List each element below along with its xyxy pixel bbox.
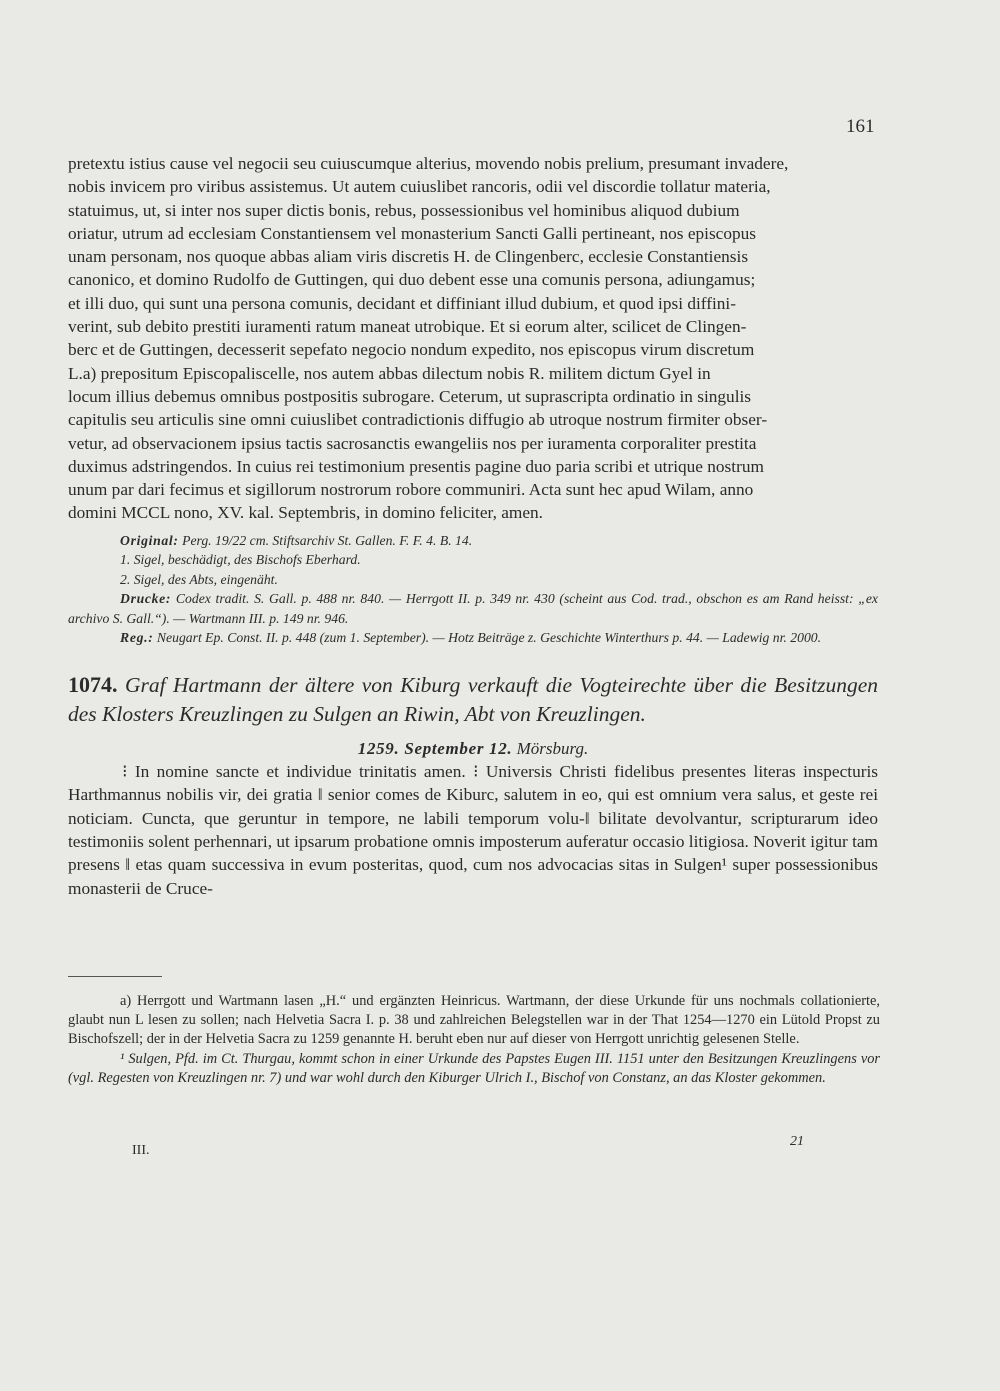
text-line: unum par dari fecimus et sigillorum nostrorum robore communiri. Acta sunt hec apud Wilam, anno: [68, 480, 754, 500]
footnote-1: ¹ Sulgen, Pfd. im Ct. Thurgau, kommt schon in einer Urkunde des Papstes Eugen III. 1151 unter den Besitzungen Kreuzlingens vor (vgl. Regesten von Kreuzlingen nr. 7) und war wohl durch den Kiburger Ulrich I., Bischof von Constanz, an das Kloster gekommen.: [68, 1050, 880, 1086]
document-heading: [68, 670, 878, 729]
document-number: 1074.: [68, 671, 118, 697]
note-seal-1: 1. Sigel, beschädigt, des Bischofs Eberhard.: [120, 552, 361, 568]
note-drucke: [68, 589, 878, 628]
text-line: et illi duo, qui sunt una persona comunis, decidant et diffiniant illud dubium, et quod ipsi diffini-: [68, 293, 736, 313]
text-line: vetur, ad observacionem ipsius tactis sacrosanctis ewangeliis nos per iuramenta corporaliter prestita: [68, 433, 757, 453]
charter-continuation: [68, 152, 878, 525]
note-seal-2: 2. Sigel, des Abts, eingenäht.: [120, 571, 278, 587]
text-line: duximus adstringendos. In cuius rei testimonium presentis pagine duo paria scribi et utrique nostrum: [68, 456, 764, 476]
note-original: [68, 531, 878, 551]
page-number: 161: [846, 116, 875, 137]
document-place: Mörsburg.: [516, 738, 589, 758]
main-text-block: [68, 152, 878, 900]
footnote-rule: [68, 976, 162, 977]
document-title: Graf Hartmann der ältere von Kiburg verkauft die Vogteirechte über die Besitzungen des Klosters Kreuzlingen zu Sulgen an Riwin, Abt von Kreuzlingen.: [68, 672, 879, 726]
note-text: Codex tradit. S. Gall. p. 488 nr. 840. — Herrgott II. p. 349 nr. 430 (scheint aus Cod. trad., obschon es am Rand heisst: „ex archivo S. Gall.“). — Wartmann III. p. 149 nr. 946.: [68, 591, 878, 626]
text-line: domini MCCL nono, XV. kal. Septembris, in domino feliciter, amen.: [68, 503, 543, 523]
text-line: nobis invicem pro viribus assistemus. Ut autem cuiuslibet rancoris, odii vel discordie tollatur materia,: [68, 177, 771, 197]
text-line: capitulis seu articulis sine omni cuiuslibet contradictionis diffugio ab utroque nostrum firmiter obser-: [68, 410, 768, 430]
text-line: statuimus, ut, si inter nos super dictis bonis, rebus, possessionibus vel hominibus aliquod dubium: [68, 200, 740, 220]
editorial-notes: [68, 531, 878, 648]
footnote-a: a) Herrgott und Wartmann lasen „H.“ und ergänzten Heinricus. Wartmann, der diese Urkunde für uns nochmals collationierte, glaubt nun L lesen zu sollen; nach Helvetia Sacra I. p. 38 und zahlreichen Belegstellen war in der That 1254—1270 ein Lütold Propst zu Bischofszell; der in der Helvetia Sacra zu 1259 genannte H. beruht eben nur auf dieser von Herrgott unrichtig gelesenen Stelle.: [68, 993, 880, 1048]
note-label: Reg.:: [120, 630, 154, 646]
text-line: verint, sub debito prestiti iuramenti ratum maneat utrobique. Et si eorum alter, scilicet de Clingen-: [68, 317, 747, 337]
text-line: L.a) prepositum Episcopaliscelle, nos autem abbas dilectum nobis R. militem dictum Gyel in: [68, 363, 711, 383]
note-text: Neugart Ep. Const. II. p. 448 (zum 1. September). — Hotz Beiträge z. Geschichte Winterthurs p. 44. — Ladewig nr. 2000.: [156, 630, 822, 646]
note-reg: [68, 628, 878, 648]
footnotes: [68, 992, 880, 1088]
date-line: [68, 737, 878, 760]
charter-text: ⁝ In nomine sancte et individue trinitatis amen. ⁝ Universis Christi fidelibus presentes literas inspecturis Harthmannus nobilis vir, dei gratia ‖ senior comes de Kiburc, salutem in eo, qui est omnium vera salus, et geste rei noticiam. Cuncta, que geruntur in tempore, ne labili temporum volu-‖ bilitate devolvantur, scripturarum ideo testimoniis solent perhennari, ut ipsarum probatione omnis imposterum auferatur occasio litigiosa. Noverit igitur tam presens ‖ etas quam successiva in evum posteritas, quod, cum nos advocacias sitas in Sulgen¹ super possessionibus monasterii de Cruce-: [68, 762, 878, 898]
text-line: locum illius debemus omnibus postpositis subrogare. Ceterum, ut suprascripta ordinatio in singulis: [68, 386, 752, 406]
text-line: oriatur, utrum ad ecclesiam Constantiensem vel monasterium Sancti Galli pertineant, nos episcopus: [68, 223, 756, 243]
signature-mark: 21: [790, 1134, 804, 1149]
text-line: unam personam, nos quoque abbas aliam viris discretis H. de Clingenberc, ecclesie Constantiensis: [68, 247, 749, 267]
text-line: canonico, et domino Rudolfo de Guttingen, qui duo debent esse una comunis persona, adiungamus;: [68, 270, 756, 290]
note-text: Perg. 19/22 cm. Stiftsarchiv St. Gallen. F. F. 4. B. 14.: [182, 532, 473, 548]
note-label: Original:: [120, 532, 179, 548]
volume-mark: III.: [132, 1143, 150, 1158]
note-label: Drucke:: [120, 591, 172, 607]
text-line: berc et de Guttingen, decesserit sepefato negocio nondum expedito, nos episcopus virum discretum: [68, 340, 755, 360]
text-line: pretextu istius cause vel negocii seu cuiuscumque alterius, movendo nobis prelium, presumant invadere,: [68, 154, 789, 173]
document-date: 1259. September 12.: [357, 738, 513, 758]
